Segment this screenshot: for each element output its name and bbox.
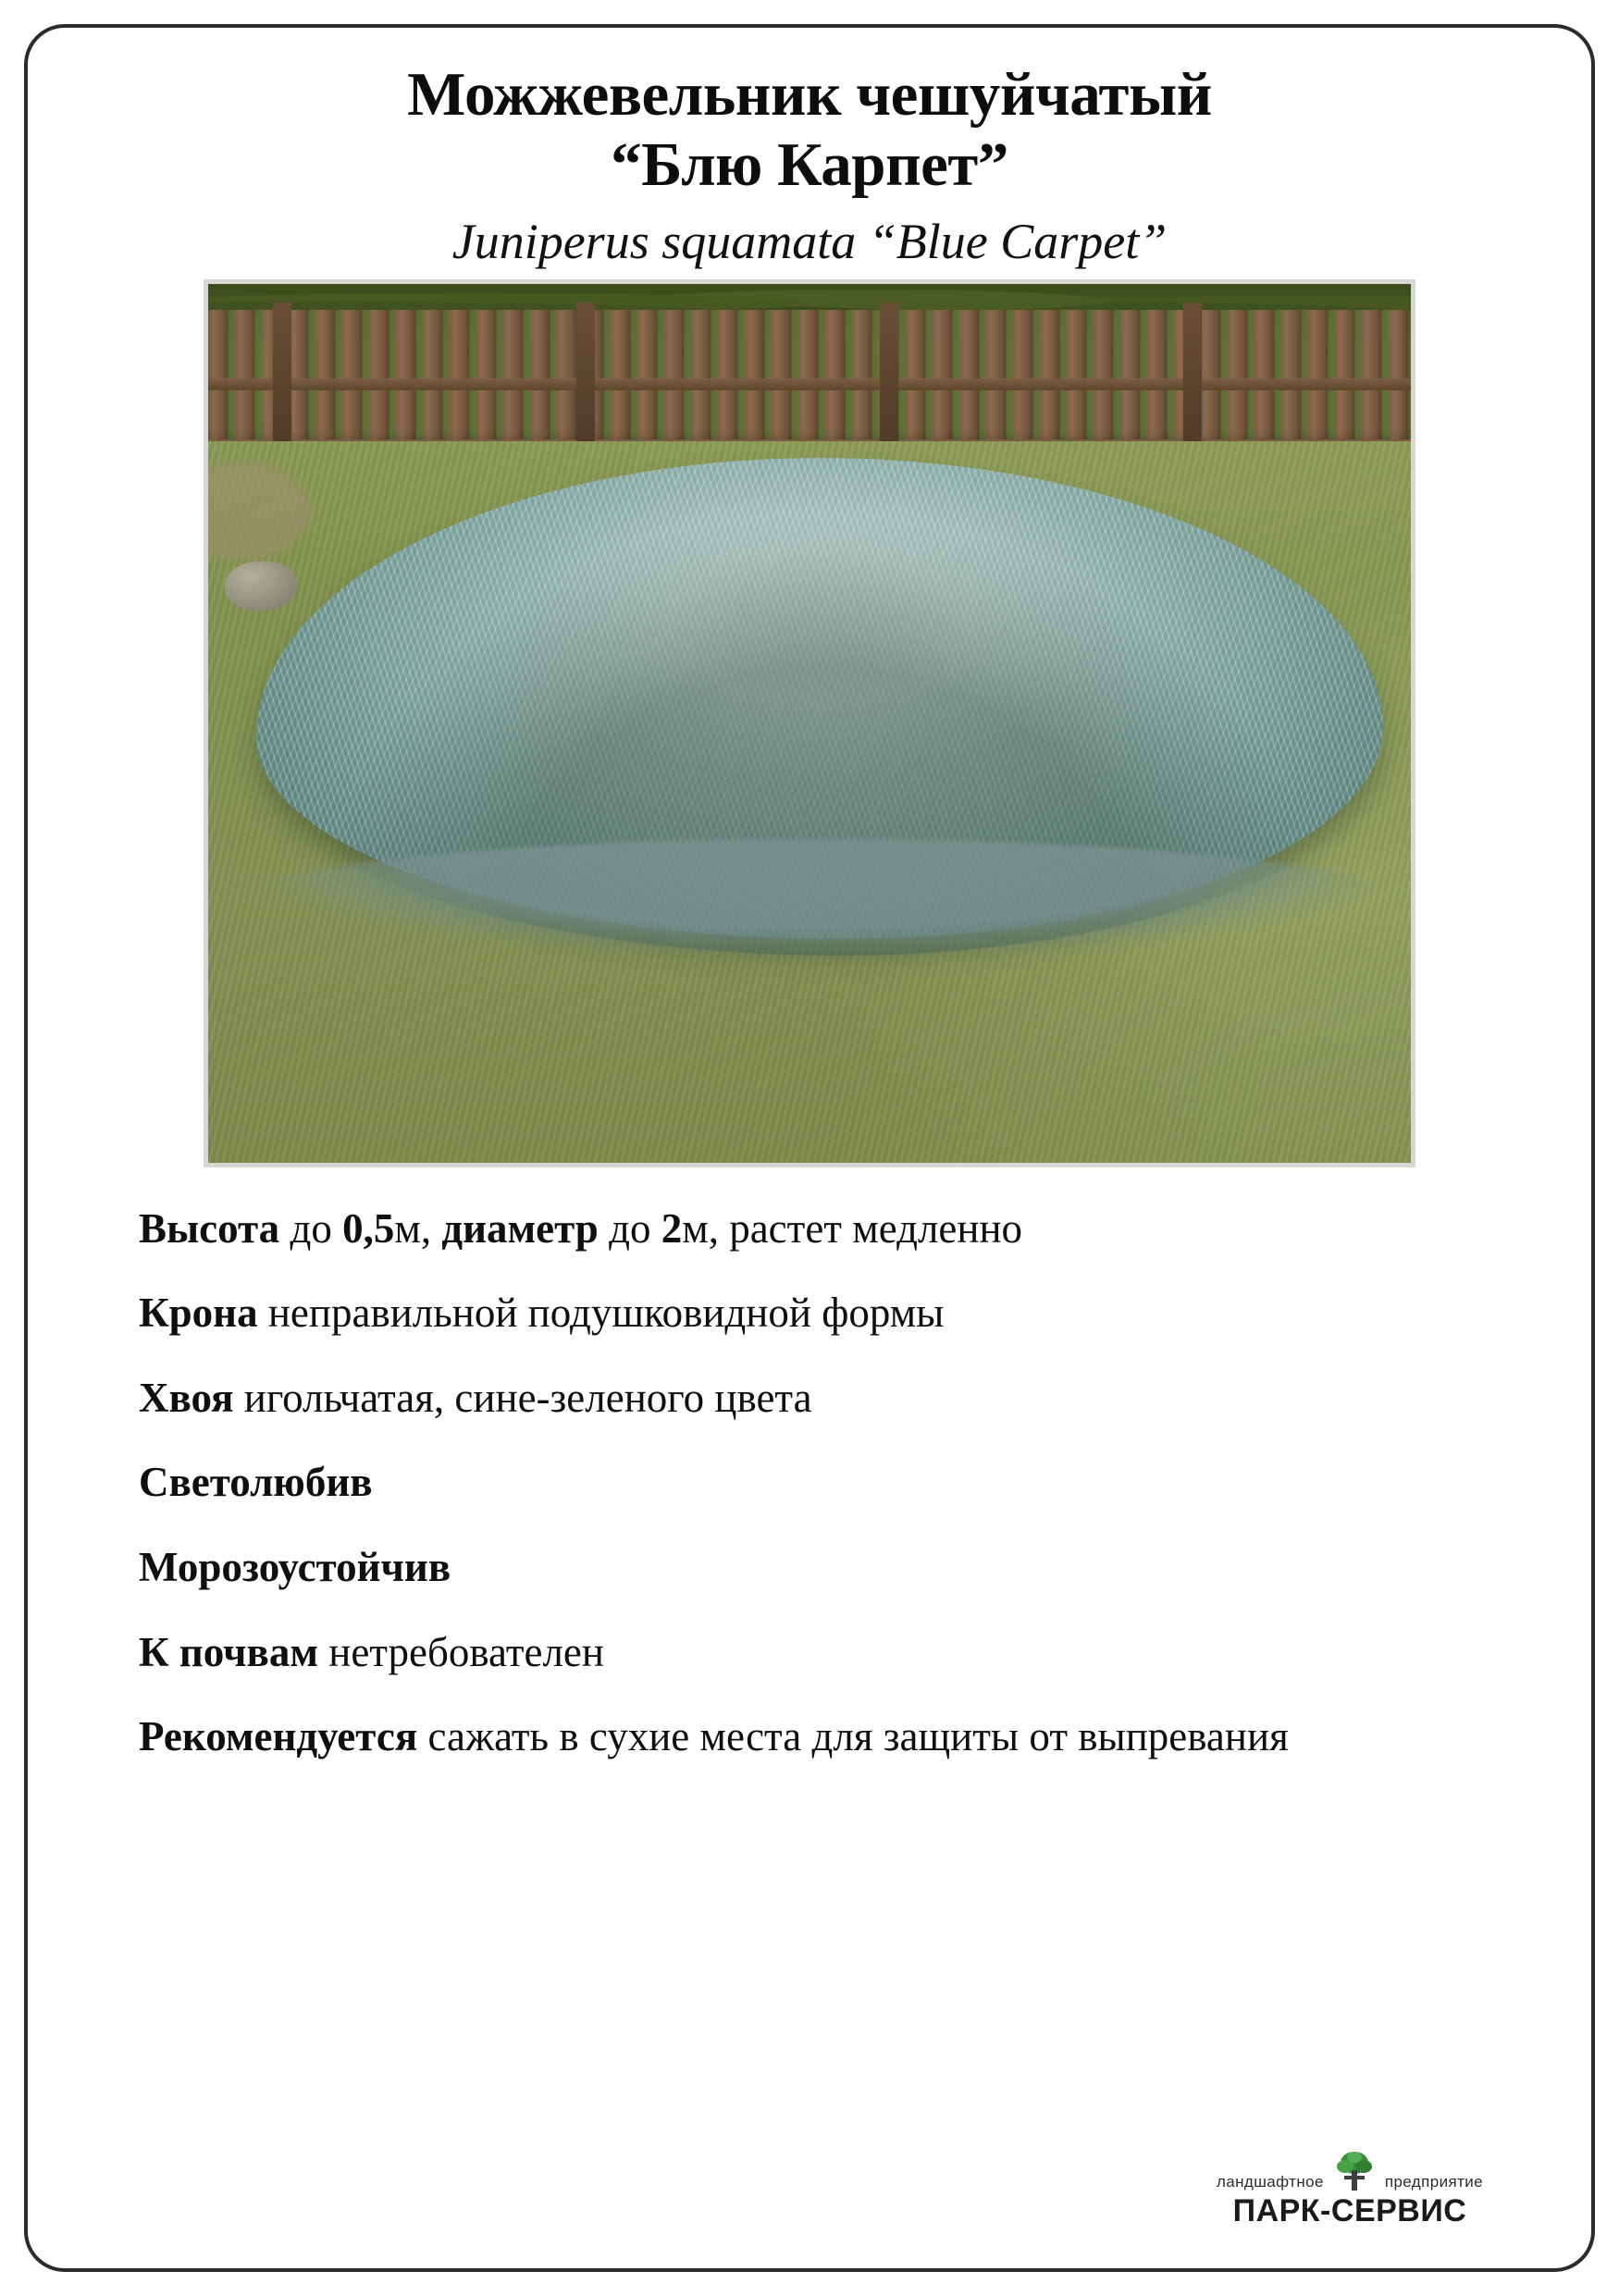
photo-juniper-shrub-edge xyxy=(245,839,1392,959)
photo-fence-post xyxy=(1183,302,1202,451)
photo-fence-post xyxy=(880,302,898,451)
title-ru-line-1: Можжевельник чешуйчатый xyxy=(407,60,1212,129)
plant-info-card xyxy=(24,24,1595,2272)
spec-line-height xyxy=(139,1203,1484,1256)
spec-value: до xyxy=(598,1204,661,1252)
spec-line-light xyxy=(139,1456,1484,1510)
spec-line-needles xyxy=(139,1372,1484,1426)
plant-photo xyxy=(208,284,1411,1163)
spec-term: Рекомендуется xyxy=(139,1713,418,1760)
title-ru-line-2: “Блю Карпет” xyxy=(611,130,1008,200)
spec-value: игольчатая, сине-зеленого цвета xyxy=(233,1374,812,1421)
spec-term: 0,5 xyxy=(342,1204,395,1252)
spec-term: 2 xyxy=(661,1204,683,1252)
page-title xyxy=(117,59,1502,201)
photo-fence-post xyxy=(273,302,291,451)
photo-fence-rail-top xyxy=(208,378,1411,390)
spec-line-soil xyxy=(139,1626,1484,1680)
company-logo xyxy=(1197,2145,1502,2229)
spec-value: сажать в сухие места для защиты от выпревания xyxy=(417,1713,1289,1760)
spec-term: Хвоя xyxy=(139,1374,234,1421)
spec-term: Светолюбив xyxy=(139,1459,373,1506)
spec-term: диаметр xyxy=(441,1204,599,1252)
logo-tagline-left: ландшафтное xyxy=(1216,2173,1324,2191)
title-block xyxy=(117,59,1502,272)
logo-tagline-right: предприятие xyxy=(1384,2173,1484,2191)
photo-stone xyxy=(225,562,297,611)
spec-list xyxy=(117,1203,1502,1764)
logo-company-name: ПАРК-СЕРВИС xyxy=(1232,2193,1467,2228)
spec-value: до xyxy=(279,1204,343,1252)
latin-name: Juniperus squamata “Blue Carpet” xyxy=(451,213,1168,269)
tree-icon xyxy=(1329,2145,1379,2195)
spec-term: Морозоустойчив xyxy=(139,1543,451,1590)
spec-value: м, xyxy=(394,1204,442,1252)
spec-term: К почвам xyxy=(139,1628,318,1675)
spec-term: Высота xyxy=(139,1204,280,1252)
spec-line-frost xyxy=(139,1541,1484,1595)
photo-bare-soil xyxy=(208,455,319,566)
plant-photo-frame xyxy=(204,279,1415,1167)
spec-value: неправильной подушковидной формы xyxy=(257,1290,945,1337)
spec-value: м, растет медленно xyxy=(682,1204,1023,1252)
spec-line-crown xyxy=(139,1287,1484,1340)
photo-fence-post xyxy=(576,302,595,451)
spec-value: нетребователен xyxy=(317,1628,604,1675)
spec-term: Крона xyxy=(139,1290,258,1337)
photo-wooden-fence xyxy=(208,310,1411,444)
spec-line-recommendation xyxy=(139,1710,1484,1764)
